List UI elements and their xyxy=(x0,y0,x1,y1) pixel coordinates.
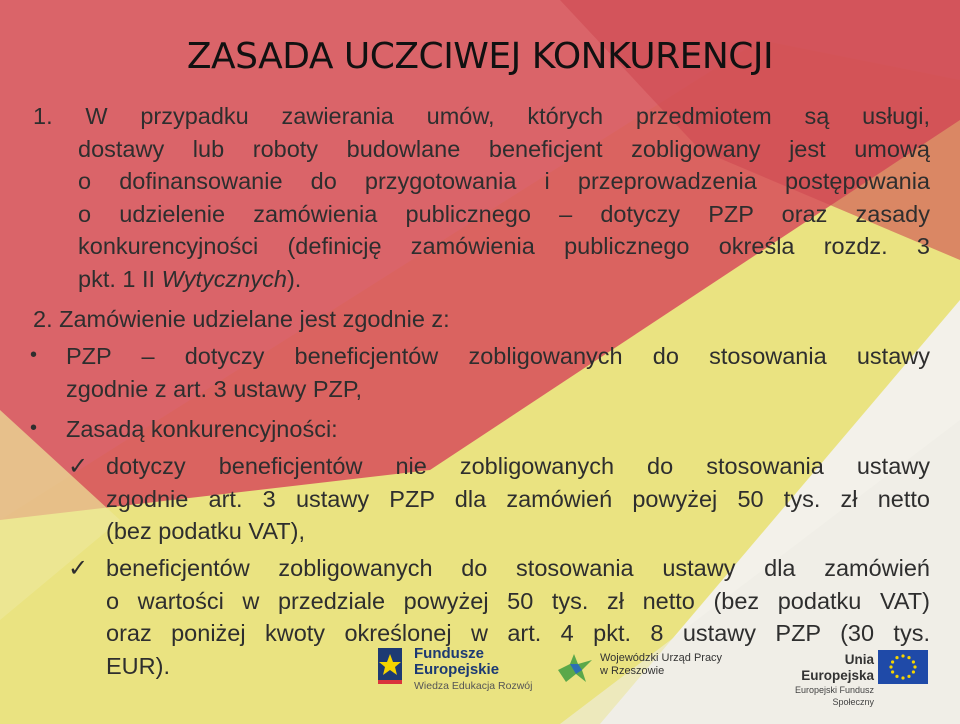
checkmark-icon: ✓ xyxy=(68,555,89,582)
check-item-2-line: EUR). xyxy=(106,652,170,679)
footer-logos xyxy=(0,638,960,724)
paragraph-1-last-line xyxy=(78,263,930,296)
ue-fund-name: Europejski Fundusz Społeczny xyxy=(794,685,874,707)
slide-title: ZASADA UCZCIWEJ KONKURENCJI xyxy=(186,36,774,77)
check-item-2-line: o wartości w przedziale powyżej 50 tys. zł netto (bez podatku VAT) xyxy=(106,587,930,614)
paragraph-2: 2. Zamówienie udzielane jest zgodnie z: xyxy=(33,306,450,332)
wup-bird-icon xyxy=(556,650,596,686)
wup-name-line2: w Rzeszowie xyxy=(600,665,665,677)
bullet-2: Zasadą konkurencyjności: xyxy=(66,416,338,442)
bullet-1 xyxy=(66,340,930,405)
check-item-2-line: oraz poniżej kwoty określonej w art. 4 pkt. 8 ustawy PZP (30 tys. xyxy=(106,620,930,646)
eu-flag-icon xyxy=(878,650,928,684)
unia-europejska-logo xyxy=(770,648,930,707)
paragraph-1-last-prefix: pkt. 1 II xyxy=(78,265,162,292)
paragraph-1-line: konkurencyjności (definicję zamówienia publicznego określa rozdz. 3 xyxy=(78,233,930,259)
checkmark-icon: ✓ xyxy=(68,453,89,480)
check-item-2-line: beneficjentów zobligowanych do stosowania ustawy dla zamówień xyxy=(106,555,930,581)
bullet-dot: • xyxy=(30,344,38,366)
paragraph-1-line: 1. W przypadku zawierania umów, których przedmiotem są usługi, xyxy=(33,103,930,129)
paragraph-1-last-suffix: ). xyxy=(286,265,302,292)
paragraph-1-line: dostawy lub roboty budowlane beneficjent zobligowany jest umową xyxy=(78,135,930,162)
fe-name-line2: Europejskie xyxy=(414,661,500,678)
paragraph-1-line: o dofinansowanie do przygotowania i przeprowadzenia postępowania xyxy=(78,168,930,194)
wup-name-line1: Wojewódzki Urząd Pracy xyxy=(600,652,723,664)
paragraph-1 xyxy=(33,100,930,295)
fe-star-icon xyxy=(372,644,408,690)
bullet-dot: • xyxy=(30,417,38,439)
paragraph-1-line: o udzielenie zamówienia publicznego – dotyczy PZP oraz zasady xyxy=(78,200,930,227)
fe-tagline: Wiedza Edukacja Rozwój xyxy=(414,680,533,692)
check-item-1 xyxy=(106,450,930,548)
check-item-1-line: zgodnie art. 3 ustawy PZP dla zamówień powyżej 50 tys. zł netto xyxy=(106,485,930,512)
check-item-1-line: (bez podatku VAT), xyxy=(106,518,305,544)
ue-name: Unia Europejska xyxy=(801,652,874,683)
fundusze-europejskie-logo xyxy=(372,644,532,696)
bullet-1-line: PZP – dotyczy beneficjentów zobligowanych do stosowania ustawy xyxy=(66,343,930,369)
wup-rzeszow-logo xyxy=(556,648,746,688)
fe-name-line1: Fundusze xyxy=(414,645,484,662)
guidelines-reference: Wytycznych xyxy=(161,265,287,292)
bullet-1-line: zgodnie z art. 3 ustawy PZP, xyxy=(66,375,363,402)
check-item-1-line: dotyczy beneficjentów nie zobligowanych do stosowania ustawy xyxy=(106,453,930,479)
